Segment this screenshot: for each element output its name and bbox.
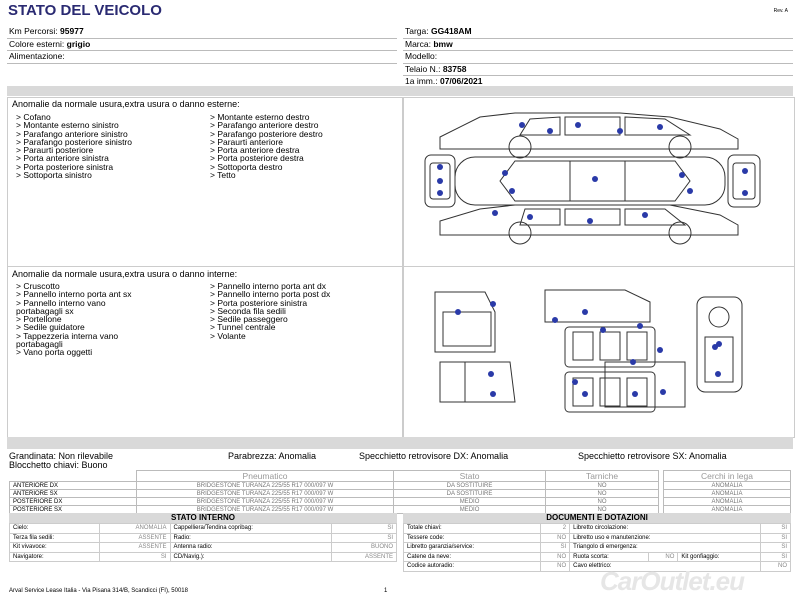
- list-item: > Parafango posteriore sinistro: [16, 136, 132, 147]
- table-row: [10, 524, 397, 534]
- list-item: > Montante esterno sinistro: [16, 120, 119, 131]
- tyre-tarniche: NO: [546, 498, 659, 506]
- list-item: > Parafango anteriore destro: [210, 120, 319, 131]
- parabrezza-text: Parabrezza: Anomalia: [228, 451, 317, 461]
- list-item: > Porta posteriore destra: [210, 153, 304, 164]
- table-row: [404, 543, 791, 553]
- tyre-tarniche: NO: [546, 490, 659, 498]
- table-row: [10, 482, 659, 490]
- list-item: > Porta anteriore destra: [210, 145, 300, 156]
- list-item: > Porta posteriore sinistra: [210, 297, 308, 308]
- list-item: > Porta posteriore sinistra: [16, 161, 114, 172]
- internal-damage-col2: [210, 282, 330, 340]
- rim-status: ANOMALIA: [664, 506, 791, 514]
- page-title: STATO DEL VEICOLO: [8, 2, 162, 19]
- field-value: ASSENTE: [99, 533, 170, 543]
- internal-damage-col1: [16, 282, 132, 357]
- field-label: Navigatore:: [10, 552, 100, 562]
- specchietto-sx-text: Specchietto retrovisore SX: Anomalia: [578, 451, 727, 461]
- left-info-block: [7, 26, 397, 64]
- list-item: > Pannello interno porta ant sx: [16, 289, 132, 300]
- field-label: Codice autoradio:: [404, 562, 541, 572]
- field-label: Tessere code:: [404, 533, 541, 543]
- car-interior-diagram: [425, 282, 775, 430]
- field-label: Catene da neve:: [404, 552, 541, 562]
- list-item: > Cofano: [16, 112, 51, 122]
- color-value: grigio: [66, 38, 91, 49]
- stato-interno-table: [9, 523, 397, 562]
- field-label: Totale chiavi:: [404, 524, 541, 534]
- field-value: SI: [761, 524, 791, 534]
- tyre-model: BRIDGESTONE TURANZA 225/55 R17 000/097 W: [137, 498, 394, 506]
- field-label: Kit gonfiaggio:: [678, 552, 761, 562]
- list-item: > Paraurti anteriore: [210, 136, 283, 147]
- divider-bar-2: [7, 437, 793, 449]
- color-row: [7, 39, 397, 52]
- grandinata-text: Grandinata: Non rilevabile: [9, 451, 114, 461]
- field-label: Terza fila sedili:: [10, 533, 100, 543]
- list-item: > Tetto: [210, 170, 236, 181]
- registration-value: 07/06/2021: [439, 76, 483, 86]
- brand-row: [403, 39, 793, 52]
- field-value: BUONO: [331, 543, 396, 553]
- registration-label: 1a imm.:: [405, 76, 438, 86]
- footer-page-number: 1: [384, 588, 388, 594]
- field-value: ANOMALIA: [99, 524, 170, 534]
- rim-status: ANOMALIA: [664, 482, 791, 490]
- list-item: > Tappezzeria interna vano: [16, 330, 119, 341]
- field-value: SI: [761, 552, 791, 562]
- tyre-tarniche: NO: [546, 482, 659, 490]
- km-row: [7, 26, 397, 39]
- list-item: > Seconda fila sedili: [210, 305, 286, 316]
- chassis-label: Telaio N.:: [405, 63, 441, 74]
- tyre-model: BRIDGESTONE TURANZA 225/55 R17 000/097 W: [137, 482, 394, 490]
- field-label: Radio:: [170, 533, 331, 543]
- list-item: > Vano porta oggetti: [16, 347, 93, 358]
- chassis-row: [403, 64, 793, 77]
- table-row: [10, 552, 397, 562]
- field-label: Libretto garanzia/service:: [404, 543, 541, 553]
- list-item: > Pannello interno porta post dx: [210, 289, 331, 300]
- list-item: > Sottoporta destro: [210, 161, 283, 172]
- header-cerchi: Cerchi in lega: [664, 471, 791, 482]
- field-label: Libretto uso e manutenzione:: [570, 533, 761, 543]
- external-damage-col1: [16, 113, 132, 179]
- list-item: > Sedile guidatore: [16, 322, 85, 333]
- list-item: > Porta anteriore sinistra: [16, 153, 109, 164]
- list-item: > Pannello interno vano: [16, 297, 106, 308]
- list-item: portabagagli sx: [16, 305, 74, 316]
- field-value: NO: [648, 552, 678, 562]
- tyre-table-header: [10, 471, 659, 482]
- right-info-block: [403, 26, 793, 89]
- tyre-status: MEDIO: [394, 506, 546, 514]
- tyre-position: POSTERIORE DX: [10, 498, 137, 506]
- field-label: Kit vivavoce:: [10, 543, 100, 553]
- field-value: 2: [540, 524, 570, 534]
- header-tarniche: Tarniche: [546, 471, 659, 482]
- list-item: > Sedile passeggero: [210, 314, 288, 325]
- header-pneumatico: Pneumatico: [137, 471, 394, 482]
- field-label: Libretto circolazione:: [570, 524, 761, 534]
- field-label: Cappelliera/Tendina copribag:: [170, 524, 331, 534]
- model-row: [403, 51, 793, 64]
- model-label: Modello:: [405, 51, 438, 61]
- list-item: > Sottoporta sinistro: [16, 170, 92, 181]
- table-row: [404, 552, 791, 562]
- tyre-status: DA SOSTITUIRE: [394, 490, 546, 498]
- field-value: SI: [761, 543, 791, 553]
- km-label: Km Percorsi:: [9, 26, 58, 36]
- field-value: SI: [99, 552, 170, 562]
- plate-row: [403, 26, 793, 39]
- field-value: ASSENTE: [331, 552, 396, 562]
- table-row: [10, 490, 659, 498]
- field-value: SI: [540, 543, 570, 553]
- field-value: NO: [540, 562, 570, 572]
- list-item: > Portellone: [16, 314, 62, 325]
- external-damage-heading: Anomalie da normale usura,extra usura o danno esterne:: [12, 99, 240, 109]
- tyre-status: MEDIO: [394, 498, 546, 506]
- field-label: Triangolo di emergenza:: [570, 543, 761, 553]
- table-row: [10, 498, 659, 506]
- blocchetto-text: Blocchetto chiavi: Buono: [9, 460, 108, 470]
- watermark-logo: CarOutlet.eu: [600, 566, 745, 596]
- fuel-row: [7, 51, 397, 64]
- color-label: Colore esterni:: [9, 38, 65, 49]
- rim-status: ANOMALIA: [664, 490, 791, 498]
- tyre-model: BRIDGESTONE TURANZA 225/55 R17 000/097 W: [137, 506, 394, 514]
- field-value: NO: [761, 562, 791, 572]
- tyre-status: DA SOSTITUIRE: [394, 482, 546, 490]
- field-value: SI: [761, 533, 791, 543]
- field-label: Antenna radio:: [170, 543, 331, 553]
- list-item: > Volante: [210, 330, 246, 341]
- header-stato: Stato: [394, 471, 546, 482]
- divider-bar: [7, 86, 793, 96]
- table-row: [10, 543, 397, 553]
- car-exterior-diagram: [420, 105, 780, 255]
- tyre-position: ANTERIORE SX: [10, 490, 137, 498]
- table-row: [664, 490, 791, 498]
- external-damage-col2: [210, 113, 323, 179]
- list-item: > Tunnel centrale: [210, 322, 276, 333]
- field-value: NO: [540, 533, 570, 543]
- tyre-tarniche: NO: [546, 506, 659, 514]
- table-row: [404, 533, 791, 543]
- fuel-label: Alimentazione:: [9, 51, 65, 61]
- field-label: CD/Navig.):: [170, 552, 331, 562]
- tyre-position: ANTERIORE DX: [10, 482, 137, 490]
- list-item: portabagagli: [16, 339, 63, 350]
- list-item: > Paraurti posteriore: [16, 145, 94, 156]
- km-value: 95977: [60, 26, 84, 36]
- list-item: > Cruscotto: [16, 281, 60, 291]
- brand-label: Marca:: [405, 38, 431, 49]
- field-label: Ruota scorta:: [570, 552, 649, 562]
- documenti-title: DOCUMENTI E DOTAZIONI: [403, 513, 791, 523]
- list-item: > Montante esterno destro: [210, 112, 310, 122]
- table-row: [664, 498, 791, 506]
- field-value: SI: [331, 524, 396, 534]
- tyre-model: BRIDGESTONE TURANZA 225/55 R17 000/097 W: [137, 490, 394, 498]
- tyre-table: [9, 470, 659, 514]
- brand-value: bmw: [433, 38, 453, 49]
- chassis-value: 83758: [442, 63, 467, 74]
- revision-label: Rev. A: [773, 8, 788, 14]
- table-row: [10, 533, 397, 543]
- internal-damage-heading: Anomalie da normale usura,extra usura o danno interne:: [12, 269, 238, 279]
- list-item: > Pannello interno porta ant dx: [210, 281, 327, 291]
- plate-label: Targa:: [405, 26, 429, 36]
- rim-status: ANOMALIA: [664, 498, 791, 506]
- list-item: > Parafango anteriore sinistro: [16, 128, 128, 139]
- field-value: NO: [540, 552, 570, 562]
- table-row: [664, 482, 791, 490]
- field-label: Cielo:: [10, 524, 100, 534]
- specchietto-dx-text: Specchietto retrovisore DX: Anomalia: [359, 451, 509, 461]
- rims-table: [663, 470, 791, 514]
- field-label: Cavo elettrico:: [570, 562, 761, 572]
- field-value: SI: [331, 533, 396, 543]
- documenti-table: [403, 523, 791, 572]
- footer-company: Arval Service Lease Italia - Via Pisana 314/B, Scandicci (FI), 50018: [9, 588, 188, 594]
- plate-value: GG418AM: [431, 26, 472, 36]
- field-value: ASSENTE: [99, 543, 170, 553]
- list-item: > Parafango posteriore destro: [210, 128, 323, 139]
- tyre-position: POSTERIORE SX: [10, 506, 137, 514]
- stato-interno-title: STATO INTERNO: [9, 513, 397, 523]
- table-row: [404, 524, 791, 534]
